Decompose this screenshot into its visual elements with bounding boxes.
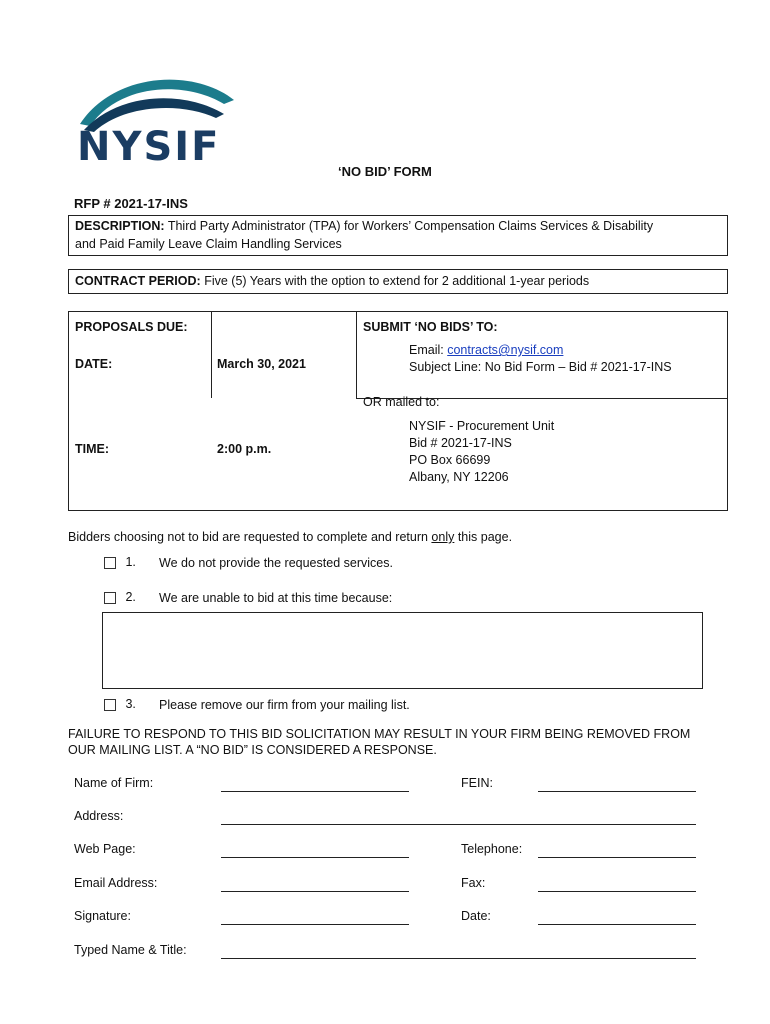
description-box: [68, 215, 728, 256]
instructions-text-end: this page.: [454, 530, 513, 544]
form-title: ‘NO BID’ FORM: [338, 164, 432, 179]
option-1: [104, 555, 136, 569]
address-line-3: PO Box 66699: [409, 453, 491, 467]
option-3-checkbox[interactable]: [104, 699, 116, 711]
signature-label: Signature:: [74, 909, 131, 923]
address-field[interactable]: [221, 824, 696, 825]
date-field[interactable]: [538, 924, 696, 925]
option-2-checkbox[interactable]: [104, 592, 116, 604]
description-label: DESCRIPTION:: [75, 219, 165, 233]
description-line1: [75, 219, 653, 233]
proposal-table: [68, 311, 728, 511]
time-value: 2:00 p.m.: [217, 442, 272, 456]
web-page-field[interactable]: [221, 857, 409, 858]
option-1-checkbox[interactable]: [104, 557, 116, 569]
typed-name-title-label: Typed Name & Title:: [74, 943, 187, 957]
failure-notice-line1: FAILURE TO RESPOND TO THIS BID SOLICITATION MAY RESULT IN YOUR FIRM BEING REMOVED FROM: [68, 727, 691, 741]
submit-email-line: [409, 343, 563, 357]
nysif-logo-graphic: [74, 74, 240, 164]
date-value: March 30, 2021: [217, 357, 306, 371]
address-line-1: NYSIF - Procurement Unit: [409, 419, 555, 433]
typed-name-title-field[interactable]: [221, 958, 696, 959]
option-3-text: Please remove our firm from your mailing list.: [159, 698, 410, 712]
nysif-logo: [74, 74, 240, 164]
option-1-text: We do not provide the requested services.: [159, 556, 393, 570]
address-line-4: Albany, NY 12206: [409, 470, 509, 484]
option-2: [104, 590, 136, 604]
description-text-2: and Paid Family Leave Claim Handling Services: [75, 237, 342, 251]
address-line-2: Bid # 2021-17-INS: [409, 436, 512, 450]
submit-heading: SUBMIT ‘NO BIDS’ TO:: [363, 320, 498, 334]
telephone-label: Telephone:: [461, 842, 523, 856]
subject-line: Subject Line: No Bid Form – Bid # 2021-17-INS: [409, 360, 672, 374]
telephone-field[interactable]: [538, 857, 696, 858]
proposals-due-label: PROPOSALS DUE:: [75, 320, 188, 334]
fax-field[interactable]: [538, 891, 696, 892]
name-of-firm-field[interactable]: [221, 791, 409, 792]
contract-period-line: [75, 274, 589, 288]
date-field-label: Date:: [461, 909, 491, 923]
address-label: Address:: [74, 809, 124, 823]
option-2-number: 2.: [125, 590, 136, 604]
web-page-label: Web Page:: [74, 842, 136, 856]
date-label: DATE:: [75, 357, 113, 371]
email-address-label: Email Address:: [74, 876, 158, 890]
name-of-firm-label: Name of Firm:: [74, 776, 154, 790]
email-link[interactable]: contracts@nysif.com: [447, 343, 564, 357]
contract-period-label: CONTRACT PERIOD:: [75, 274, 201, 288]
fein-field[interactable]: [538, 791, 696, 792]
instructions-text: Bidders choosing not to bid are requested to complete and return: [68, 530, 432, 544]
contract-period-box: [68, 269, 728, 294]
or-mailed-label: OR mailed to:: [363, 395, 440, 409]
option-2-text: We are unable to bid at this time because:: [159, 591, 393, 605]
email-label: Email:: [409, 343, 444, 357]
signature-field[interactable]: [221, 924, 409, 925]
fein-label: FEIN:: [461, 776, 493, 790]
option-1-number: 1.: [125, 555, 136, 569]
contract-period-text: Five (5) Years with the option to extend for 2 additional 1-year periods: [204, 274, 590, 288]
time-label: TIME:: [75, 442, 110, 456]
failure-notice-line2: OUR MAILING LIST. A “NO BID” IS CONSIDERED A RESPONSE.: [68, 743, 437, 757]
svg-text:NYSIF: NYSIF: [77, 124, 221, 164]
option-3-number: 3.: [125, 697, 136, 711]
reason-textbox[interactable]: [102, 612, 703, 689]
description-text-1: Third Party Administrator (TPA) for Workers’ Compensation Claims Services & Disability: [167, 219, 654, 233]
instructions: [68, 530, 512, 544]
rfp-number: RFP # 2021-17-INS: [74, 196, 188, 211]
table-divider-2: [356, 312, 357, 398]
option-3: [104, 697, 136, 711]
instructions-emphasis: only: [431, 530, 455, 544]
fax-label: Fax:: [461, 876, 486, 890]
email-address-field[interactable]: [221, 891, 409, 892]
table-divider-1: [211, 312, 212, 398]
